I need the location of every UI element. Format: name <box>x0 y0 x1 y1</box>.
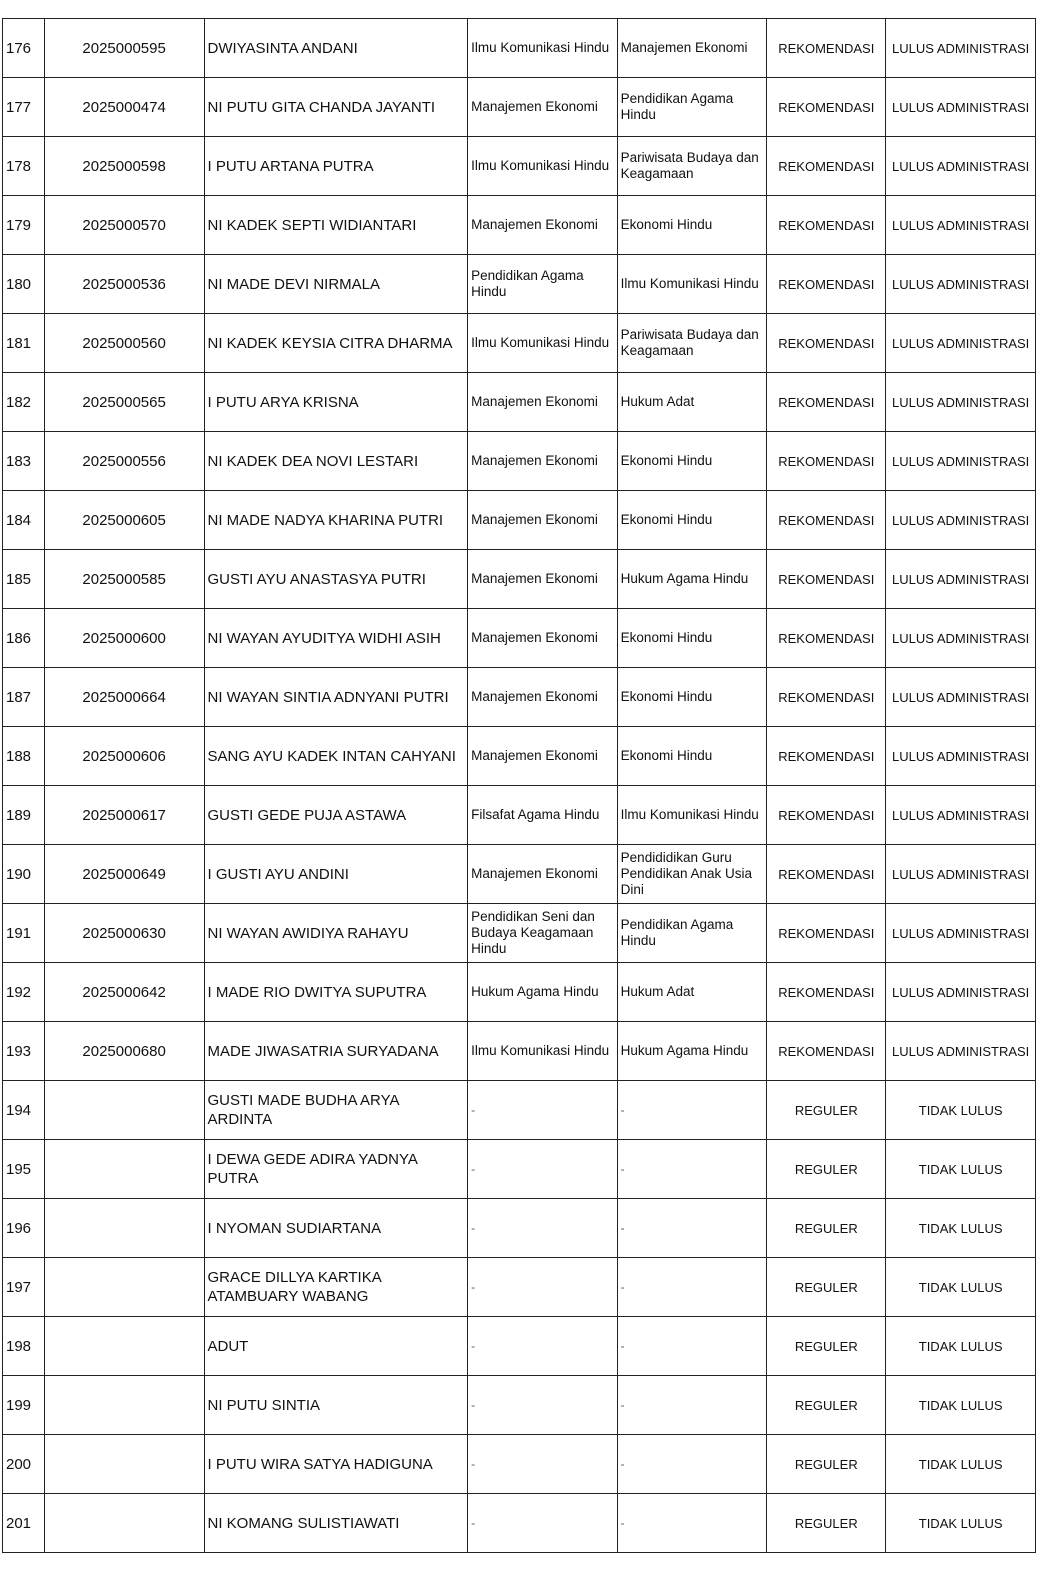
cell-choice-2: Pariwisata Budaya dan Keagamaan <box>617 137 767 196</box>
cell-choice-2: - <box>617 1435 767 1494</box>
cell-choice-1: Manajemen Ekonomi <box>468 373 618 432</box>
cell-choice-1: Manajemen Ekonomi <box>468 609 618 668</box>
cell-name: NI KADEK KEYSIA CITRA DHARMA <box>204 314 468 373</box>
cell-admission-path: REKOMENDASI <box>767 19 886 78</box>
cell-registration-number: 2025000680 <box>44 1022 204 1081</box>
cell-choice-1: - <box>468 1081 618 1140</box>
cell-admission-path: REGULER <box>767 1081 886 1140</box>
cell-name: GUSTI MADE BUDHA ARYA ARDINTA <box>204 1081 468 1140</box>
cell-choice-1: Manajemen Ekonomi <box>468 196 618 255</box>
cell-registration-number: 2025000617 <box>44 786 204 845</box>
cell-status: TIDAK LULUS <box>886 1081 1036 1140</box>
cell-name: GUSTI GEDE PUJA ASTAWA <box>204 786 468 845</box>
cell-admission-path: REKOMENDASI <box>767 668 886 727</box>
table-row <box>3 1435 1036 1494</box>
cell-admission-path: REKOMENDASI <box>767 432 886 491</box>
cell-status: LULUS ADMINISTRASI <box>886 1022 1036 1081</box>
cell-number: 194 <box>3 1081 45 1140</box>
cell-number: 183 <box>3 432 45 491</box>
cell-registration-number: 2025000598 <box>44 137 204 196</box>
cell-admission-path: REGULER <box>767 1140 886 1199</box>
cell-name: NI KADEK DEA NOVI LESTARI <box>204 432 468 491</box>
cell-number: 189 <box>3 786 45 845</box>
cell-registration-number <box>44 1081 204 1140</box>
cell-name: I PUTU WIRA SATYA HADIGUNA <box>204 1435 468 1494</box>
cell-registration-number: 2025000570 <box>44 196 204 255</box>
cell-admission-path: REKOMENDASI <box>767 1022 886 1081</box>
cell-registration-number: 2025000664 <box>44 668 204 727</box>
cell-name: SANG AYU KADEK INTAN CAHYANI <box>204 727 468 786</box>
table-row <box>3 19 1036 78</box>
cell-number: 187 <box>3 668 45 727</box>
cell-name: NI KOMANG SULISTIAWATI <box>204 1494 468 1553</box>
cell-admission-path: REKOMENDASI <box>767 786 886 845</box>
cell-status: LULUS ADMINISTRASI <box>886 904 1036 963</box>
cell-choice-2: - <box>617 1317 767 1376</box>
cell-number: 192 <box>3 963 45 1022</box>
cell-name: NI WAYAN SINTIA ADNYANI PUTRI <box>204 668 468 727</box>
cell-number: 185 <box>3 550 45 609</box>
cell-admission-path: REGULER <box>767 1435 886 1494</box>
cell-name: I PUTU ARTANA PUTRA <box>204 137 468 196</box>
cell-choice-1: Hukum Agama Hindu <box>468 963 618 1022</box>
cell-number: 188 <box>3 727 45 786</box>
results-table <box>2 18 1036 1553</box>
table-row <box>3 1376 1036 1435</box>
cell-admission-path: REKOMENDASI <box>767 963 886 1022</box>
cell-number: 190 <box>3 845 45 904</box>
cell-choice-1: Pendidikan Seni dan Budaya Keagamaan Hindu <box>468 904 618 963</box>
cell-status: TIDAK LULUS <box>886 1199 1036 1258</box>
cell-number: 193 <box>3 1022 45 1081</box>
cell-choice-2: - <box>617 1081 767 1140</box>
table-row <box>3 1199 1036 1258</box>
cell-name: I GUSTI AYU ANDINI <box>204 845 468 904</box>
cell-status: LULUS ADMINISTRASI <box>886 78 1036 137</box>
cell-number: 177 <box>3 78 45 137</box>
cell-registration-number: 2025000642 <box>44 963 204 1022</box>
table-row <box>3 550 1036 609</box>
cell-name: NI KADEK SEPTI WIDIANTARI <box>204 196 468 255</box>
table-row <box>3 845 1036 904</box>
cell-registration-number: 2025000474 <box>44 78 204 137</box>
cell-choice-2: Ilmu Komunikasi Hindu <box>617 786 767 845</box>
cell-number: 201 <box>3 1494 45 1553</box>
cell-number: 200 <box>3 1435 45 1494</box>
cell-registration-number: 2025000556 <box>44 432 204 491</box>
cell-admission-path: REGULER <box>767 1199 886 1258</box>
table-row <box>3 904 1036 963</box>
table-row <box>3 727 1036 786</box>
cell-choice-2: Ekonomi Hindu <box>617 727 767 786</box>
cell-number: 186 <box>3 609 45 668</box>
table-row <box>3 1022 1036 1081</box>
cell-registration-number <box>44 1258 204 1317</box>
cell-number: 196 <box>3 1199 45 1258</box>
cell-status: LULUS ADMINISTRASI <box>886 255 1036 314</box>
cell-name: NI MADE NADYA KHARINA PUTRI <box>204 491 468 550</box>
cell-status: LULUS ADMINISTRASI <box>886 314 1036 373</box>
cell-number: 198 <box>3 1317 45 1376</box>
cell-name: GRACE DILLYA KARTIKA ATAMBUARY WABANG <box>204 1258 468 1317</box>
cell-status: TIDAK LULUS <box>886 1494 1036 1553</box>
cell-choice-1: Manajemen Ekonomi <box>468 78 618 137</box>
cell-number: 199 <box>3 1376 45 1435</box>
cell-choice-2: Ilmu Komunikasi Hindu <box>617 255 767 314</box>
cell-registration-number <box>44 1435 204 1494</box>
cell-registration-number: 2025000630 <box>44 904 204 963</box>
cell-name: NI WAYAN AWIDIYA RAHAYU <box>204 904 468 963</box>
table-row <box>3 78 1036 137</box>
cell-status: LULUS ADMINISTRASI <box>886 845 1036 904</box>
cell-choice-2: - <box>617 1258 767 1317</box>
cell-choice-2: Pendidikan Agama Hindu <box>617 78 767 137</box>
table-row <box>3 137 1036 196</box>
cell-choice-1: Ilmu Komunikasi Hindu <box>468 1022 618 1081</box>
cell-admission-path: REKOMENDASI <box>767 137 886 196</box>
cell-admission-path: REGULER <box>767 1376 886 1435</box>
cell-status: TIDAK LULUS <box>886 1140 1036 1199</box>
table-row <box>3 196 1036 255</box>
cell-status: LULUS ADMINISTRASI <box>886 432 1036 491</box>
cell-status: LULUS ADMINISTRASI <box>886 373 1036 432</box>
cell-choice-1: Manajemen Ekonomi <box>468 845 618 904</box>
cell-status: LULUS ADMINISTRASI <box>886 668 1036 727</box>
cell-status: TIDAK LULUS <box>886 1317 1036 1376</box>
cell-choice-2: - <box>617 1376 767 1435</box>
cell-number: 197 <box>3 1258 45 1317</box>
table-row <box>3 668 1036 727</box>
cell-choice-2: Ekonomi Hindu <box>617 491 767 550</box>
cell-choice-2: Manajemen Ekonomi <box>617 19 767 78</box>
cell-choice-1: Ilmu Komunikasi Hindu <box>468 137 618 196</box>
cell-choice-2: Ekonomi Hindu <box>617 432 767 491</box>
cell-admission-path: REGULER <box>767 1258 886 1317</box>
cell-choice-2: Pendididikan Guru Pendidikan Anak Usia Dini <box>617 845 767 904</box>
cell-admission-path: REKOMENDASI <box>767 314 886 373</box>
cell-registration-number: 2025000605 <box>44 491 204 550</box>
cell-status: LULUS ADMINISTRASI <box>886 550 1036 609</box>
cell-name: I MADE RIO DWITYA SUPUTRA <box>204 963 468 1022</box>
cell-number: 195 <box>3 1140 45 1199</box>
cell-choice-1: Ilmu Komunikasi Hindu <box>468 314 618 373</box>
cell-choice-1: - <box>468 1317 618 1376</box>
cell-choice-1: Ilmu Komunikasi Hindu <box>468 19 618 78</box>
cell-status: LULUS ADMINISTRASI <box>886 196 1036 255</box>
table-row <box>3 1494 1036 1553</box>
cell-registration-number: 2025000565 <box>44 373 204 432</box>
cell-choice-2: Ekonomi Hindu <box>617 668 767 727</box>
table-row <box>3 432 1036 491</box>
cell-admission-path: REKOMENDASI <box>767 491 886 550</box>
cell-choice-1: Manajemen Ekonomi <box>468 668 618 727</box>
table-row <box>3 1317 1036 1376</box>
cell-name: I NYOMAN SUDIARTANA <box>204 1199 468 1258</box>
cell-choice-1: - <box>468 1199 618 1258</box>
table-row <box>3 786 1036 845</box>
cell-choice-1: - <box>468 1435 618 1494</box>
cell-name: MADE JIWASATRIA SURYADANA <box>204 1022 468 1081</box>
cell-admission-path: REKOMENDASI <box>767 845 886 904</box>
cell-registration-number: 2025000600 <box>44 609 204 668</box>
cell-choice-2: Pendidikan Agama Hindu <box>617 904 767 963</box>
cell-name: DWIYASINTA ANDANI <box>204 19 468 78</box>
cell-registration-number <box>44 1494 204 1553</box>
cell-status: LULUS ADMINISTRASI <box>886 137 1036 196</box>
cell-status: LULUS ADMINISTRASI <box>886 609 1036 668</box>
table-row <box>3 609 1036 668</box>
cell-number: 178 <box>3 137 45 196</box>
cell-number: 181 <box>3 314 45 373</box>
cell-choice-2: Pariwisata Budaya dan Keagamaan <box>617 314 767 373</box>
cell-choice-1: - <box>468 1140 618 1199</box>
cell-status: LULUS ADMINISTRASI <box>886 963 1036 1022</box>
cell-registration-number: 2025000585 <box>44 550 204 609</box>
cell-status: LULUS ADMINISTRASI <box>886 19 1036 78</box>
cell-status: LULUS ADMINISTRASI <box>886 727 1036 786</box>
cell-choice-2: Hukum Adat <box>617 373 767 432</box>
cell-admission-path: REKOMENDASI <box>767 609 886 668</box>
cell-choice-1: Filsafat Agama Hindu <box>468 786 618 845</box>
cell-choice-2: - <box>617 1140 767 1199</box>
cell-status: TIDAK LULUS <box>886 1376 1036 1435</box>
cell-name: NI MADE DEVI NIRMALA <box>204 255 468 314</box>
cell-choice-1: Pendidikan Agama Hindu <box>468 255 618 314</box>
cell-admission-path: REKOMENDASI <box>767 196 886 255</box>
cell-registration-number: 2025000560 <box>44 314 204 373</box>
cell-choice-1: Manajemen Ekonomi <box>468 550 618 609</box>
cell-name: GUSTI AYU ANASTASYA PUTRI <box>204 550 468 609</box>
cell-number: 179 <box>3 196 45 255</box>
cell-admission-path: REKOMENDASI <box>767 727 886 786</box>
cell-admission-path: REKOMENDASI <box>767 904 886 963</box>
cell-choice-2: Ekonomi Hindu <box>617 609 767 668</box>
table-row <box>3 1258 1036 1317</box>
cell-choice-1: - <box>468 1376 618 1435</box>
cell-number: 184 <box>3 491 45 550</box>
cell-choice-1: Manajemen Ekonomi <box>468 491 618 550</box>
cell-status: LULUS ADMINISTRASI <box>886 491 1036 550</box>
cell-status: TIDAK LULUS <box>886 1435 1036 1494</box>
table-row <box>3 491 1036 550</box>
cell-number: 191 <box>3 904 45 963</box>
table-row <box>3 963 1036 1022</box>
cell-admission-path: REKOMENDASI <box>767 78 886 137</box>
table-row <box>3 314 1036 373</box>
cell-choice-2: - <box>617 1199 767 1258</box>
cell-registration-number: 2025000595 <box>44 19 204 78</box>
table-row <box>3 373 1036 432</box>
cell-registration-number: 2025000649 <box>44 845 204 904</box>
cell-choice-2: Hukum Agama Hindu <box>617 550 767 609</box>
cell-number: 182 <box>3 373 45 432</box>
table-row <box>3 255 1036 314</box>
cell-name: I PUTU ARYA KRISNA <box>204 373 468 432</box>
cell-number: 180 <box>3 255 45 314</box>
cell-registration-number <box>44 1140 204 1199</box>
cell-name: NI PUTU SINTIA <box>204 1376 468 1435</box>
cell-name: NI WAYAN AYUDITYA WIDHI ASIH <box>204 609 468 668</box>
table-row <box>3 1140 1036 1199</box>
cell-admission-path: REKOMENDASI <box>767 373 886 432</box>
table-row <box>3 1081 1036 1140</box>
cell-choice-2: - <box>617 1494 767 1553</box>
cell-registration-number: 2025000606 <box>44 727 204 786</box>
cell-choice-2: Hukum Adat <box>617 963 767 1022</box>
cell-admission-path: REGULER <box>767 1494 886 1553</box>
cell-name: I DEWA GEDE ADIRA YADNYA PUTRA <box>204 1140 468 1199</box>
cell-choice-2: Hukum Agama Hindu <box>617 1022 767 1081</box>
cell-choice-1: - <box>468 1258 618 1317</box>
cell-status: LULUS ADMINISTRASI <box>886 786 1036 845</box>
cell-choice-1: Manajemen Ekonomi <box>468 727 618 786</box>
results-table-body <box>3 19 1036 1553</box>
cell-registration-number <box>44 1376 204 1435</box>
cell-admission-path: REKOMENDASI <box>767 550 886 609</box>
cell-admission-path: REKOMENDASI <box>767 255 886 314</box>
cell-registration-number <box>44 1199 204 1258</box>
cell-admission-path: REGULER <box>767 1317 886 1376</box>
cell-registration-number <box>44 1317 204 1376</box>
cell-choice-2: Ekonomi Hindu <box>617 196 767 255</box>
cell-name: ADUT <box>204 1317 468 1376</box>
cell-status: TIDAK LULUS <box>886 1258 1036 1317</box>
cell-choice-1: Manajemen Ekonomi <box>468 432 618 491</box>
cell-number: 176 <box>3 19 45 78</box>
cell-choice-1: - <box>468 1494 618 1553</box>
cell-name: NI PUTU GITA CHANDA JAYANTI <box>204 78 468 137</box>
cell-registration-number: 2025000536 <box>44 255 204 314</box>
